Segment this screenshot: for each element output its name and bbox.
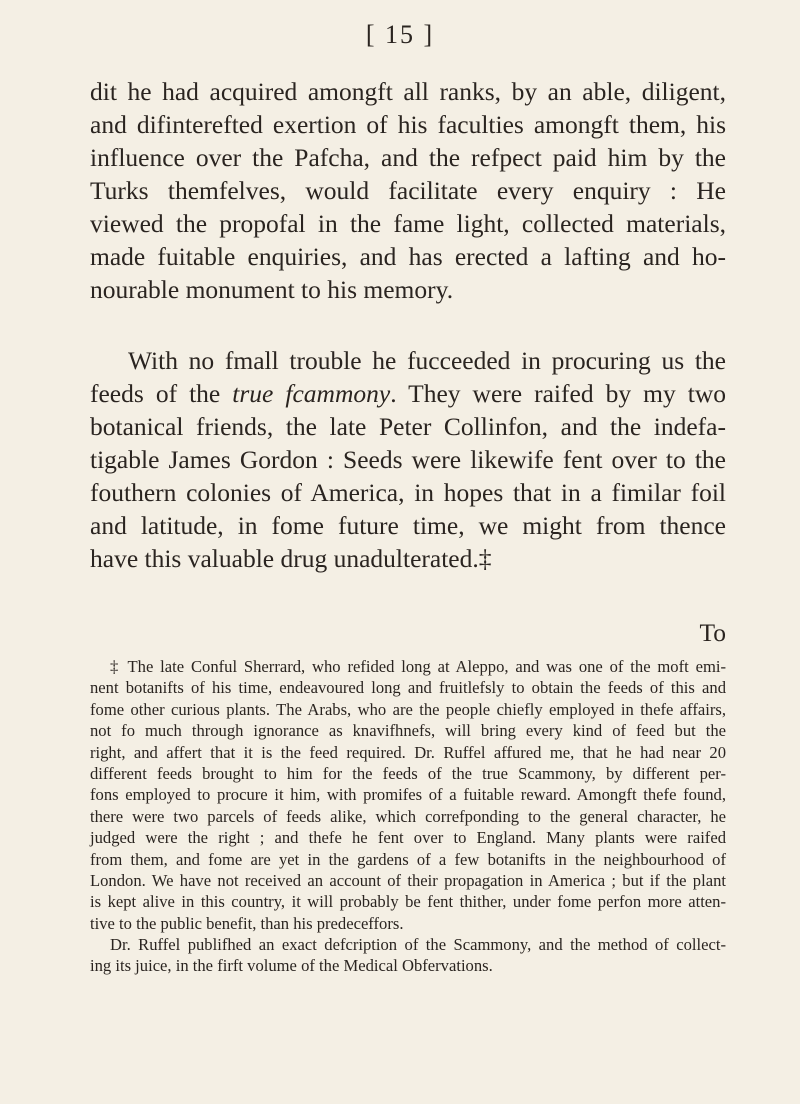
text-line: Turks themfelves, would facilitate every enquiry : He (90, 176, 726, 205)
footnote-line: Dr. Ruffel publifhed an exact defcription of the Scammony, and the method of collect- (110, 935, 726, 955)
text-line: dit he had acquired amongft all ranks, by an able, diligent, (90, 77, 726, 106)
paragraph-1 (90, 75, 726, 306)
footnote-line: different feeds brought to him for the feeds of the true Scammony, by different per- (90, 763, 726, 783)
paragraph-2 (90, 344, 726, 575)
text-line: botanical friends, the late Peter Collinfon, and the indefa- (90, 412, 726, 441)
catchword: To (699, 618, 726, 647)
footnote-line: London. We have not received an account of their propagation in America ; but if the plant (90, 870, 726, 890)
text-line: made fuitable enquiries, and has erected a lafting and ho- (90, 242, 726, 271)
footnote-line: fons employed to procure it him, with promifes of a fuitable reward. Amongft thefe found, (90, 785, 726, 805)
text-line: have this valuable drug unadulterated.‡ (90, 544, 492, 573)
footnote-line: fome other curious plants. The Arabs, who are the people chiefly employed in thefe affairs, (90, 699, 726, 719)
footnote-line: not fo much through ignorance as knavifhnefs, will bring every kind of feed but the (90, 721, 726, 741)
footnote-line: there were two parcels of feeds alike, which correfponding to the general character, he (90, 806, 726, 826)
footnote-line: judged were the right ; and thefe he fent over to England. Many plants were raifed (90, 828, 726, 848)
footnote-line: is kept alive in this country, it will probably be fent thither, under fome perfon more atten- (90, 892, 726, 912)
footnote-line: ‡ The late Conful Sherrard, who refided long at Aleppo, and was one of the moft emi- (110, 657, 726, 676)
page-number: [ 15 ] (365, 20, 435, 49)
footnote-line: ing its juice, in the firft volume of the Medical Obfervations. (90, 956, 493, 976)
text-segment: . They were raifed by my two (390, 379, 726, 408)
text-line: tigable James Gordon : Seeds were likewife fent over to the (90, 445, 726, 474)
footnote-line: right, and affert that it is the feed required. Dr. Ruffel affured me, that he had near 20 (90, 742, 726, 762)
text-line: fouthern colonies of America, in hopes that in a fimilar foil (90, 478, 726, 507)
footnote-line: nent botanifts of his time, endeavoured long and fruitlefsly to obtain the feeds of this and (90, 678, 726, 698)
text-line: With no fmall trouble he fucceeded in procuring us the (128, 346, 726, 375)
italic-term: true fcammony (232, 379, 391, 408)
text-line: nourable monument to his memory. (90, 275, 454, 304)
footnote (90, 656, 726, 977)
text-line (90, 377, 726, 410)
footnote-line: from them, and fome are yet in the gardens of a few botanifts in the neighbourhood of (90, 849, 726, 869)
text-segment: feeds of the (90, 379, 221, 408)
text-line: viewed the propofal in the fame light, collected materials, (90, 209, 726, 238)
text-line: influence over the Pafcha, and the refpect paid him by the (90, 143, 726, 172)
text-line: and difinterefted exertion of his faculties amongft them, his (90, 110, 726, 139)
text-line: and latitude, in fome future time, we might from thence (90, 511, 726, 540)
footnote-line: tive to the public benefit, than his predeceffors. (90, 913, 404, 933)
